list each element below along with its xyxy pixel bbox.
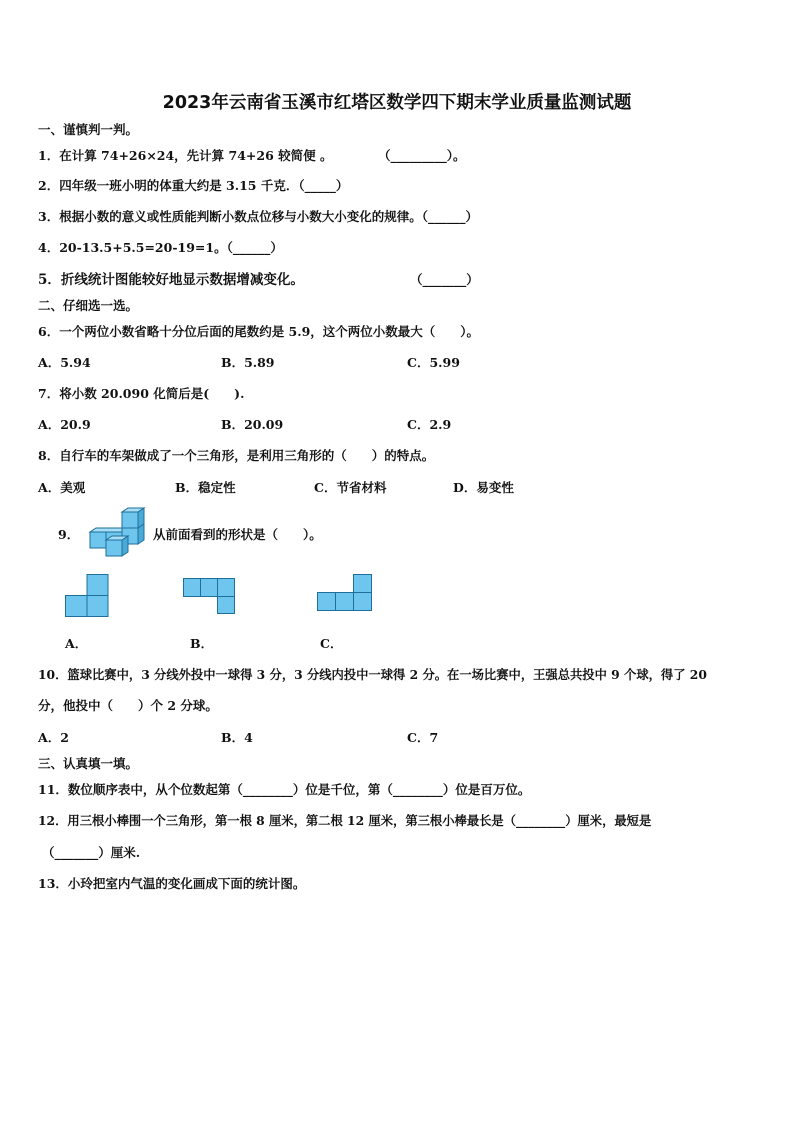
question-7-option-a: A．20.9 [38,417,91,432]
question-8: 8．自行车的车架做成了一个三角形，是利用三角形的（ ）的特点。 [38,448,435,463]
question-7: 7．将小数 20.090 化简后是( ). [38,386,245,401]
question-8-option-a: A．美观 [38,480,86,495]
question-9-number: 9． [58,527,80,542]
question-3: 3．根据小数的意义或性质能判断小数点位移与小数大小变化的规律。（______） [38,209,478,224]
question-7-option-b: B．20.09 [221,417,284,432]
question-1-blank: （_________）。 [378,148,466,163]
question-9-option-b: B． [190,636,214,651]
question-6-option-a: A．5.94 [38,355,91,370]
page-title: 2023年云南省玉溪市红塔区数学四下期末学业质量监测试题 [162,93,632,113]
question-10-line-2: 分，他投中（ ）个 2 分球。 [38,698,218,713]
question-6: 6．一个两位小数省略十分位后面的尾数约是 5.9，这个两位小数最大（ ）。 [38,324,480,339]
question-9-shape-b [183,578,237,616]
question-2: 2．四年级一班小明的体重大约是 3.15 千克．（_____） [38,178,349,193]
question-11: 11．数位顺序表中，从个位数起第（________）位是千位，第（________）位是百万位。 [38,782,531,797]
section-heading-1: 一、谨慎判一判。 [38,122,139,137]
question-12-line-1: 12．用三根小棒围一个三角形，第一根 8 厘米，第二根 12 厘米，第三根小棒最长是（________）厘米，最短是 [38,813,652,828]
question-10-option-c: C．7 [407,730,439,745]
question-4: 4．20-13.5+5.5=20-19=1。（______） [38,240,283,255]
question-9: 从前面看到的形状是（ ）。 [153,527,322,542]
section-heading-2: 二、仔细选一选。 [38,298,139,313]
question-8-option-b: B．稳定性 [175,480,236,495]
section-heading-3: 三、认真填一填。 [38,756,139,771]
question-10-line-1: 10．篮球比赛中，3 分线外投中一球得 3 分，3 分线内投中一球得 2 分。在一场比赛中，王强总共投中 9 个球，得了 20 [38,667,707,682]
question-10-option-a: A．2 [38,730,69,745]
question-12-line-2: （_______）厘米. [42,845,141,860]
question-9-option-c: C． [320,636,343,651]
question-6-option-b: B．5.89 [221,355,275,370]
question-9-shape-a [65,574,111,618]
question-5-blank: （_______） [410,272,479,287]
question-7-option-c: C．2.9 [407,417,452,432]
question-5: 5．折线统计图能较好地显示数据增减变化。 [38,272,304,288]
question-13: 13．小玲把室内气温的变化画成下面的统计图。 [38,876,306,891]
question-10-option-b: B．4 [221,730,253,745]
question-8-option-c: C．节省材料 [314,480,387,495]
question-8-option-d: D．易变性 [453,480,514,495]
question-9-shape-c [317,574,375,614]
question-9-option-a: A． [65,636,88,651]
question-6-option-c: C．5.99 [407,355,460,370]
cube-stack-illustration [80,508,150,560]
question-1: 1．在计算 74+26×24，先计算 74+26 较简便 。 [38,148,333,163]
